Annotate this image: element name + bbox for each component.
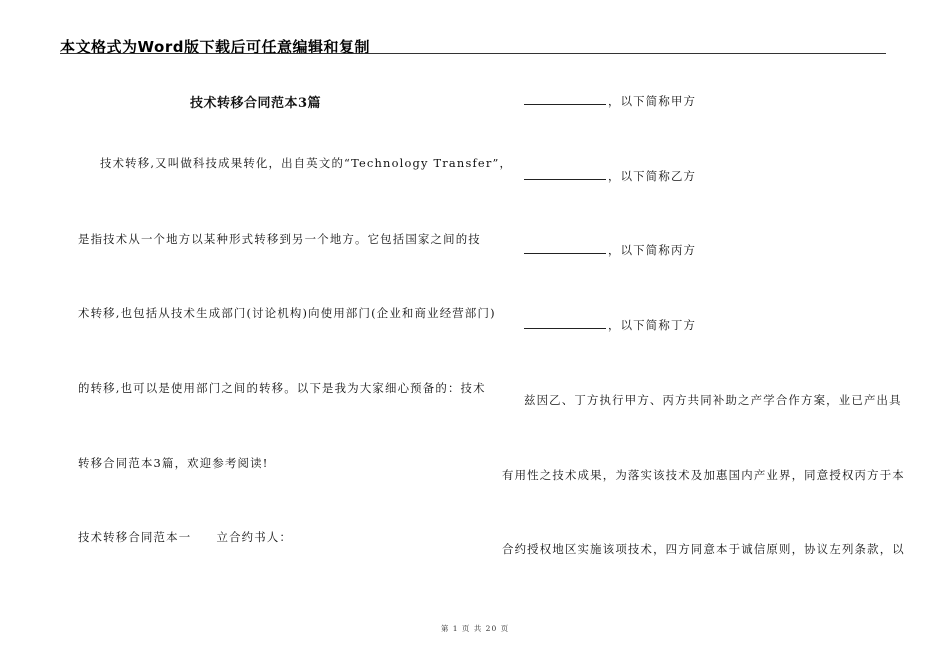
party-line-b [524,168,696,184]
signature-blank [524,318,606,329]
party-line-a [524,93,696,109]
body-line: 技术转移,又叫做科技成果转化，出自英文的“Technology Transfer”， [100,156,513,170]
party-line-c [524,242,696,258]
party-label: ，以下简称甲方 [608,94,697,108]
body-line: 转移合同范本3篇，欢迎参考阅读! [78,456,269,470]
body-line: 有用性之技术成果，为落实该技术及加惠国内产业界，同意授权丙方于本 [502,468,905,482]
body-line: 兹因乙、丁方执行甲方、丙方共同补助之产学合作方案，业已产出具 [524,393,902,407]
document-title: 技术转移合同范本3篇 [190,96,322,111]
party-label: ，以下简称丙方 [608,243,697,257]
signature-blank [524,243,606,254]
signature-blank [524,169,606,180]
page-footer: 第 1 页 共 20 页 [440,624,510,633]
party-label: ，以下简称乙方 [608,169,697,183]
body-line: 合约授权地区实施该项技术，四方同意本于诚信原则，协议左列条款，以 [502,542,905,556]
party-line-d [524,317,696,333]
signature-blank [524,94,606,105]
body-line: 技术转移合同范本一 立合约书人： [78,530,293,544]
body-line: 术转移,也包括从技术生成部门(讨论机构)向使用部门(企业和商业经营部门) [78,306,496,320]
body-line: 的转移,也可以是使用部门之间的转移。以下是我为大家细心预备的：技术 [78,381,486,395]
party-label: ，以下简称丁方 [608,318,697,332]
body-line: 是指技术从一个地方以某种形式转移到另一个地方。它包括国家之间的技 [78,232,481,246]
header-rule [60,53,886,54]
document-banner: 本文格式为Word版下载后可任意编辑和复制 [60,38,370,56]
